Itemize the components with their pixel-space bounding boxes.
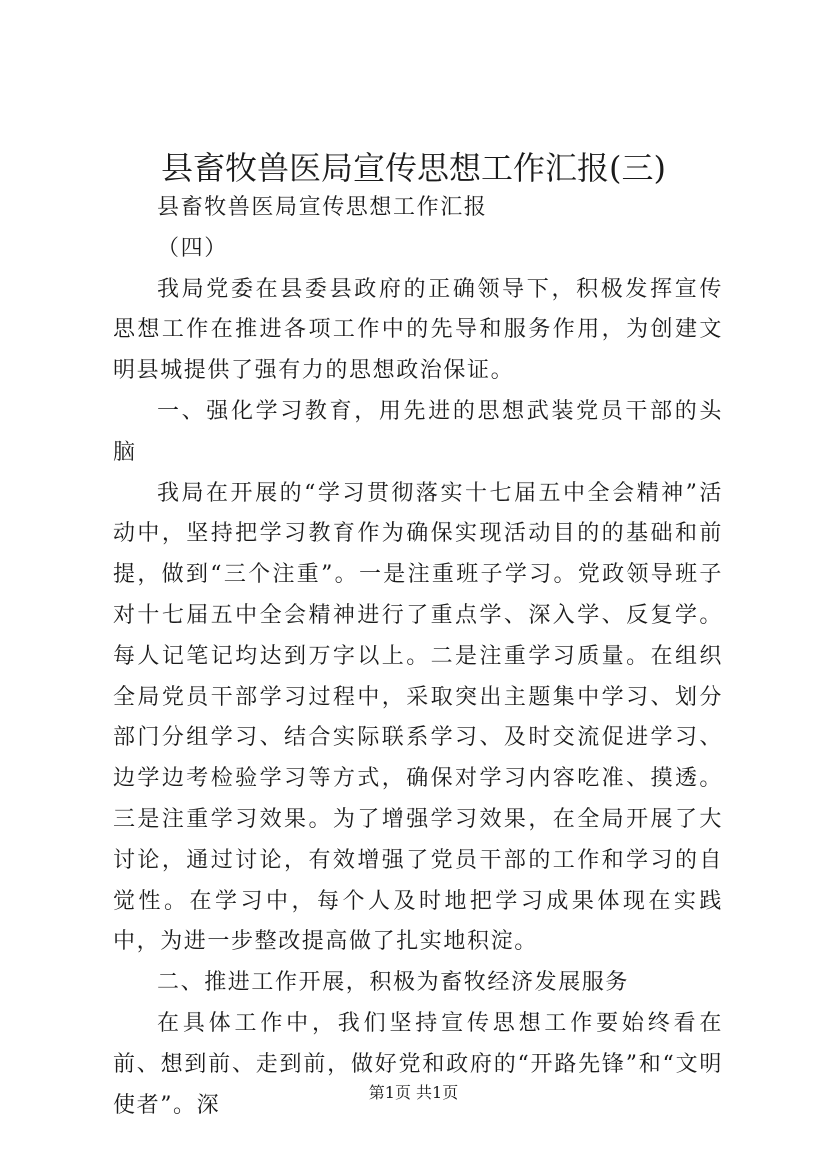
page-footer: 第1页 共1页 [368, 1083, 459, 1102]
section-heading-2: 二、推进工作开展，积极为畜牧经济发展服务 [157, 970, 630, 996]
paragraph-subtitle: 县畜牧兽医局宣传思想工作汇报 [157, 195, 488, 220]
paragraph-study: 我局在开展的“学习贯彻落实十七届五中全会精神”活动中，坚持把学习教育作为确保实现活动目的的基础和前提，做到“三个注重”。一是注重班子学习。党政领导班子对十七届五中全会精神进行了重点学、深入学、反复学。每人记笔记均达到万字以上。二是注重学习质量。在组织全局党员干部学习过程中，采取突出主题集中学习、划分部门分组学习、结合实际联系学习、及时交流促进学习、边学边考检验学习等方式，确保对学习内容吃准、摸透。三是注重学习效果。为了增强学习效果，在全局开展了大讨论，通过讨论，有效增强了党员干部的工作和学习的自觉性。在学习中，每个人及时地把学习成果体现在实践中，为进一步整改提高做了扎实地积淀。 [113, 480, 723, 955]
paragraph-intro: 我局党委在县委县政府的正确领导下，积极发挥宣传思想工作在推进各项工作中的先导和服务作用，为创建文明县城提供了强有力的思想政治保证。 [113, 276, 723, 384]
section-heading-1: 一、强化学习教育，用先进的思想武装党员干部的头脑 [113, 398, 723, 465]
document-body [113, 188, 723, 1126]
paragraph-work: 在具体工作中，我们坚持宣传思想工作要始终看在前、想到前、走到前，做好党和政府的“开路先锋”和“文明使者”。深 [113, 1010, 723, 1118]
document-title: 县畜牧兽医局宣传思想工作汇报(三) [161, 149, 666, 187]
paragraph-number: （四） [157, 235, 228, 261]
